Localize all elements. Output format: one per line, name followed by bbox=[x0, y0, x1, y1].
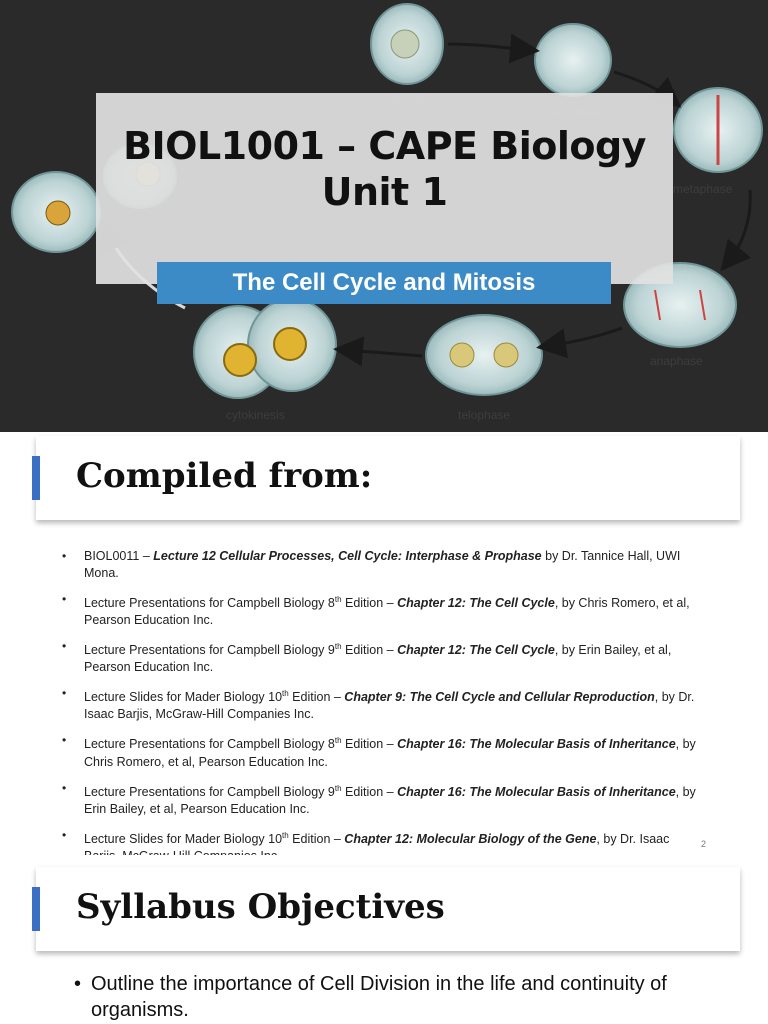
subtitle-banner: The Cell Cycle and Mitosis bbox=[157, 262, 611, 304]
cycle-arrow bbox=[448, 44, 528, 50]
metaphase-label: metaphase bbox=[673, 182, 733, 196]
accent-bar bbox=[32, 456, 40, 500]
heading-card bbox=[36, 436, 740, 520]
objectives-slide bbox=[0, 855, 768, 1024]
telophase-cell bbox=[426, 315, 542, 395]
title-line-2: Unit 1 bbox=[321, 170, 448, 214]
heading-card bbox=[36, 867, 740, 951]
slide-title bbox=[96, 123, 673, 215]
references-slide bbox=[0, 432, 768, 855]
reference-item: • Lecture Presentations for Campbell Biology 9th Edition – Chapter 16: The Molecular Basis of Inheritance, by Erin Bailey, et al, Pearson Education Inc. bbox=[62, 780, 702, 818]
reference-item: • BIOL0011 – Lecture 12 Cellular Processes, Cell Cycle: Interphase & Prophase by Dr. Tannice Hall, UWI Mona. bbox=[62, 548, 702, 582]
telophase-label: telophase bbox=[458, 408, 511, 422]
prophase-cell bbox=[371, 4, 443, 84]
cycle-arrow bbox=[548, 328, 622, 346]
heading-syllabus-objectives: Syllabus Objectives bbox=[76, 887, 445, 927]
reference-item: • Lecture Presentations for Campbell Biology 8th Edition – Chapter 16: The Molecular Basis of Inheritance, by Chris Romero, et al, Pearson Education Inc. bbox=[62, 732, 702, 770]
reference-item: • Lecture Slides for Mader Biology 10th Edition – Chapter 12: Molecular Biology of the Gene, by Dr. Isaac bbox=[62, 827, 702, 865]
heading-compiled-from: Compiled from: bbox=[76, 456, 373, 496]
reference-item: • Lecture Presentations for Campbell Biology 9th Edition – Chapter 12: The Cell Cycle, by Erin Bailey, et al, Pearson Education Inc. bbox=[62, 638, 702, 676]
metaphase-cell bbox=[674, 88, 762, 172]
objective-item: • Outline the importance of Cell Division in the life and continuity of organisms. bbox=[74, 971, 724, 1023]
prometaphase-cell bbox=[535, 24, 611, 96]
reference-list bbox=[62, 548, 702, 874]
title-line-1: BIOL1001 – CAPE Biology bbox=[123, 124, 646, 168]
objectives-list bbox=[74, 971, 724, 1023]
title-slide bbox=[0, 0, 768, 432]
anaphase-label: anaphase bbox=[650, 354, 703, 368]
accent-bar bbox=[32, 887, 40, 931]
cytokinesis-label: cytokinesis bbox=[226, 408, 285, 422]
title-box bbox=[96, 93, 673, 284]
cytokinesis-cells bbox=[194, 299, 336, 398]
page-number: 2 bbox=[700, 839, 706, 849]
reference-item: • Lecture Slides for Mader Biology 10th Edition – Chapter 9: The Cell Cycle and Cellular Reproduction, by Dr. Isaac Barjis, McGraw-Hill Companies Inc. bbox=[62, 685, 702, 723]
cycle-arrow bbox=[345, 350, 422, 356]
cycle-arrow bbox=[728, 190, 750, 262]
reference-item: • Lecture Presentations for Campbell Biology 8th Edition – Chapter 12: The Cell Cycle, by Chris Romero, et al, Pearson Education Inc. bbox=[62, 591, 702, 629]
